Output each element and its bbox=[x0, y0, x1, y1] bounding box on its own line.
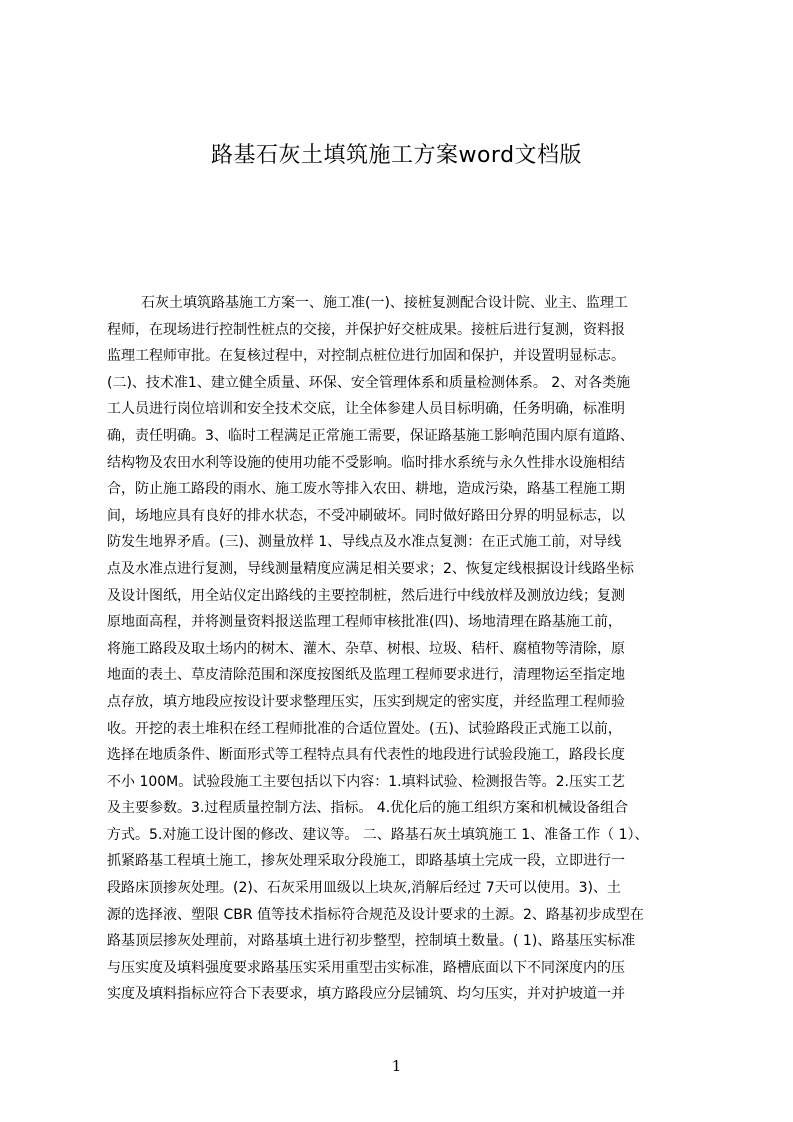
body-line: 原地面高程，并将测量资料报送监理工程师审核批准(四)、场地清理在路基施工前， bbox=[107, 614, 622, 631]
body-line: 防发生地界矛盾。(三)、测量放样 1、导线点及水准点复测：在正式施工前，对导线 bbox=[107, 534, 622, 551]
body-line: 合，防止施工路段的雨水、施工废水等排入农田、耕地，造成污染，路基工程施工期 bbox=[107, 481, 625, 498]
body-line: 与压实度及填料强度要求路基压实采用重型击实标准，路槽底面以下不同深度内的压 bbox=[107, 959, 625, 976]
body-line: 地面的表土、草皮清除范围和深度按图纸及监理工程师要求进行，清理物运至指定地 bbox=[107, 667, 625, 684]
body-line: 将施工路段及取土场内的树木、灌木、杂草、树根、垃圾、秸杆、腐植物等清除，原 bbox=[107, 640, 625, 657]
body-line: 及主要参数。3.过程质量控制方法、指标。 4.优化后的施工组织方案和机械设备组合 bbox=[107, 800, 629, 817]
body-line: 抓紧路基工程填土施工，掺灰处理采取分段施工，即路基填土完成一段，立即进行一 bbox=[107, 853, 625, 870]
body-line: 程师，在现场进行控制性桩点的交接，并保护好交桩成果。接桩后进行复测，资料报 bbox=[107, 321, 625, 338]
page-number: 1 bbox=[391, 1057, 402, 1075]
body-line: (二)、技术准1、建立健全质量、环保、安全管理体系和质量检测体系。 2、对各类施 bbox=[107, 374, 631, 391]
body-line: 点存放，填方地段应按设计要求整理压实，压实到规定的密实度，并经监理工程师验 bbox=[107, 693, 625, 710]
body-line: 方式。5.对施工设计图的修改、建议等。 二、路基石灰土填筑施工 1、准备工作（ 1）、 bbox=[107, 826, 649, 843]
body-line: 结构物及农田水利等设施的使用功能不受影响。临时排水系统与永久性排水设施相结 bbox=[107, 454, 625, 471]
body-line: 及设计图纸，用全站仪定出路线的主要控制桩，然后进行中线放样及测放边线；复测 bbox=[107, 587, 625, 604]
document-body bbox=[107, 290, 699, 1008]
body-line: 实度及填料指标应符合下表要求，填方路段应分层铺筑、均匀压实，并对护坡道一并 bbox=[107, 986, 625, 1003]
document-title: 路基石灰土填筑施工方案word文档版 bbox=[210, 143, 583, 168]
body-line: 段路床顶掺灰处理。(2)、石灰采用皿级以上块灰,消解后经过 7天可以使用。3)、土 bbox=[107, 880, 622, 897]
body-line: 点及水准点进行复测，导线测量精度应满足相关要求；2、恢复定线根据设计线路坐标 bbox=[107, 560, 634, 577]
body-line: 工人员进行岗位培训和安全技术交底，让全体参建人员目标明确，任务明确，标准明 bbox=[107, 401, 625, 418]
body-line: 确，责任明确。3、临时工程满足正常施工需要，保证路基施工影响范围内原有道路、 bbox=[107, 427, 634, 444]
body-line: 间，场地应具有良好的排水状态，不受冲刷破坏。同时做好路田分界的明显标志，以 bbox=[107, 507, 625, 524]
body-line: 监理工程师审批。在复核过程中，对控制点桩位进行加固和保护，并设置明显标志。 bbox=[107, 348, 625, 365]
body-line: 选择在地质条件、断面形式等工程特点具有代表性的地段进行试验段施工，路段长度 bbox=[107, 747, 625, 764]
body-line: 石灰土填筑路基施工方案一、施工准(一)、接桩复测配合设计院、业主、监理工 bbox=[141, 295, 628, 311]
body-line: 源的选择液、塑限 CBR 值等技术指标符合规范及设计要求的土源。2、路基初步成型在 bbox=[107, 906, 644, 923]
body-line: 路基顶层掺灰处理前，对路基填土进行初步整型，控制填土数量。( 1)、路基压实标准 bbox=[107, 933, 636, 950]
body-line: 不小 100M。试验段施工主要包括以下内容：1.填料试验、检测报告等。2.压实工艺 bbox=[107, 773, 625, 790]
body-line: 收。开挖的表土堆积在经工程师批准的合适位置处。(五)、试验路段正式施工以前， bbox=[107, 720, 622, 737]
